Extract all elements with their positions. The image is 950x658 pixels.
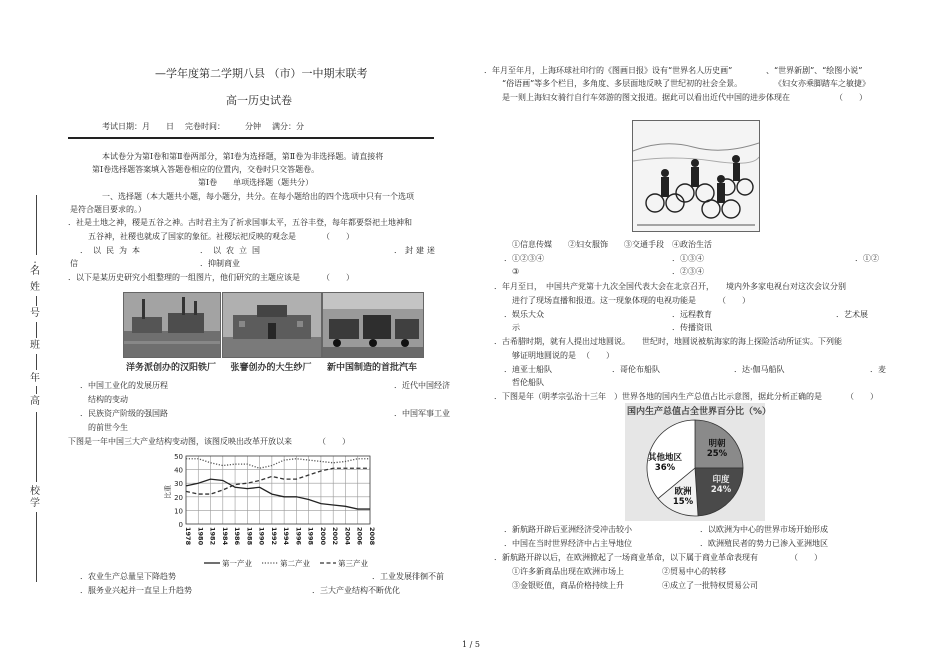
q3-option-c: ．服务业兴起并一直呈上升趋势 (80, 586, 192, 595)
q7-option-d: ．欧洲殖民者的势力已渗入亚洲地区 (700, 539, 828, 548)
q4-option-d: ．②③④ (672, 267, 704, 276)
x-tick-label: 1998 (306, 527, 315, 546)
q2-option-d-cont: 的前世今生 (88, 423, 128, 432)
x-tick-label: 1986 (233, 527, 242, 546)
margin-line-7 (36, 512, 37, 582)
side-char: : (33, 258, 37, 269)
q5-option-d: ．传播资讯 (672, 323, 712, 332)
q5-line-1: ．年月至日， 中国共产党第十九次全国代表大会在北京召开， 境内外多家电视台对这次会议分别 (494, 282, 846, 291)
y-tick-label: 50 (174, 453, 183, 461)
q2-option-b-cont: 结构的变动 (88, 395, 128, 404)
pie-label: 36% (654, 463, 676, 473)
pie-label: 明朝 (708, 439, 726, 449)
exam-subtitle: 高一历史试卷 (226, 94, 292, 107)
q8-option-1: ①许多新商品出现在欧洲市场上 (512, 567, 624, 576)
side-char: 高 (30, 396, 40, 407)
q5-option-b: ．远程教育 (672, 310, 712, 319)
q4-bracket: （ ） (835, 93, 867, 102)
exam-date: 考试日期：月 日 (102, 122, 174, 131)
y-tick-label: 0 (178, 521, 183, 529)
series-line (186, 468, 370, 494)
q3-bracket: （ ） (318, 437, 350, 446)
margin-line-4 (36, 354, 37, 370)
exam-title: —学年度第二学期八县 （市）一中期末联考 (155, 67, 368, 80)
q6-option-a: ．迪亚士船队 (504, 365, 552, 374)
q7-option-b: ．以欧洲为中心的世界市场开始形成 (700, 525, 828, 534)
margin-line-2 (36, 296, 37, 306)
q3-option-d: ．三大产业结构不断优化 (312, 586, 400, 595)
q4-option-a: ．①②③④ (504, 254, 544, 263)
q1-bracket: （ ） (322, 232, 354, 241)
y-axis-label: 比重 (164, 485, 172, 499)
x-tick-label: 1984 (220, 527, 229, 546)
q3-option-a: ．农业生产总量呈下降趋势 (80, 572, 176, 581)
page-number: 1 / 5 (462, 640, 480, 649)
x-tick-label: 1994 (282, 527, 291, 546)
q4-option-b: ．①③④ (672, 254, 704, 263)
q4-option-c: ．①② (855, 254, 879, 263)
q2-option-a: ．中国工业化的发展历程 (80, 381, 168, 390)
section-description-2: 是符合题目要求的。） (70, 205, 146, 214)
x-tick-label: 2008 (368, 527, 376, 546)
photo-dasheng-mill (222, 292, 322, 358)
x-tick-label: 2004 (343, 527, 352, 546)
q7-option-a: ．新航路开辟后亚洲经济受冲击较小 (504, 525, 632, 534)
x-tick-label: 2002 (331, 527, 340, 546)
q6-line-2: 够证明地圆说的是 (512, 351, 576, 360)
legend-label: 第一产业 (222, 559, 252, 568)
x-tick-label: 1988 (245, 527, 254, 546)
pie-label: 15% (672, 497, 694, 507)
q5-bracket: （ ） (718, 296, 750, 305)
q4-line-2b: 《妇女亦乘脚踏车之敏捷》 (774, 79, 870, 88)
side-char: 学 (30, 498, 40, 509)
q6-option-b: ．哥伦布船队 (612, 365, 660, 374)
side-char: 号 (30, 308, 40, 319)
q5-option-a: ．娱乐大众 (504, 310, 544, 319)
q3-option-b: ．工业发展徘徊不前 (372, 572, 444, 581)
q4-line-1b: 、“世界新剧”、“绘图小说” (766, 66, 863, 75)
x-tick-label: 1990 (257, 527, 266, 546)
q6-option-d: ．麦 (870, 365, 886, 374)
q5-option-c-cont: 示 (512, 323, 520, 332)
y-tick-label: 40 (174, 466, 183, 475)
q5-option-c: ．艺术展 (836, 310, 868, 319)
gdp-pie-title: 国内生产总值占全世界百分比（%） (627, 407, 772, 417)
q2-option-b: ．近代中国经济 (394, 381, 450, 390)
q4-line-2: “俗语画”等多个栏目，多角度、多层面地反映了世纪初的社会全景。 (502, 79, 743, 88)
margin-line-1 (36, 195, 37, 255)
q4-options-list: ①信息传媒 ②妇女服饰 ③交通手段 ④政治生活 (512, 240, 712, 249)
legend-label: 第三产业 (338, 559, 368, 568)
q4-line-3: 是一则上海妇女骑行自行车郊游的图文报道。据此可以看出近代中国的进步体现在 (502, 93, 790, 102)
plot-frame (186, 456, 370, 524)
illustration-women-cycling (632, 120, 760, 232)
x-tick-label: 2006 (355, 527, 364, 546)
photo-first-trucks (322, 292, 424, 358)
q2-option-d: ．中国军事工业 (394, 409, 450, 418)
pie-label: 印度 (712, 475, 730, 485)
instructions-line-1: 本试卷分为第Ⅰ卷和第Ⅱ卷两部分，第Ⅰ卷为选择题，第Ⅱ卷为非选择题。请直接将 (102, 152, 384, 161)
margin-line-5 (36, 386, 37, 394)
q7-bracket: （ ） (846, 392, 878, 401)
side-char: 校 (30, 486, 40, 497)
q1-option-c: ．封建迷 (394, 246, 438, 255)
q6-option-c: ．达·伽马船队 (734, 365, 785, 374)
q2-bracket: （ ） (322, 273, 354, 282)
photo-caption-1: 洋务派创办的汉阳铁厂 (125, 363, 216, 373)
x-tick-label: 1982 (208, 527, 217, 546)
series-line (186, 459, 370, 469)
x-tick-label: 1980 (196, 527, 205, 546)
y-tick-label: 30 (174, 480, 183, 489)
q5-line-2: 进行了现场直播和报道。这一现象体现的电视功能是 (512, 296, 696, 305)
q7-option-c: ．中国在当时世界经济中占主导地位 (504, 539, 632, 548)
y-tick-label: 20 (174, 493, 183, 502)
q1-option-d: ．抑制商业 (200, 259, 240, 268)
x-tick-label: 1978 (184, 527, 192, 546)
gdp-pie-chart (625, 416, 765, 521)
q2-stem: ．以下是某历史研究小组整理的一组图片，他们研究的主题应该是 (68, 273, 300, 282)
pie-label: 欧洲 (674, 487, 692, 497)
q6-bracket: （ ） (582, 351, 614, 360)
margin-line-3 (36, 322, 37, 338)
margin-line-6 (36, 412, 37, 482)
y-tick-label: 10 (174, 507, 183, 516)
photo-hanyang-ironworks (123, 292, 221, 358)
q1-option-c-cont: 信 (70, 259, 78, 268)
q8-stem: ．新航路开辟以后，在欧洲掀起了一场商业革命，以下属于商业革命表现有 (494, 553, 758, 562)
header-rule (68, 137, 434, 139)
q8-option-4: ④成立了一批特权贸易公司 (662, 581, 758, 590)
q6-option-d-cont: 哲伦船队 (512, 378, 544, 387)
exam-full-score: 满分：分 (272, 122, 304, 131)
q1-stem-2: 五谷神，社稷也就成了国家的象征。社稷坛祀反映的观念是 (88, 232, 296, 241)
side-char: 姓 (30, 282, 40, 293)
industry-structure-chart (160, 450, 380, 572)
q1-option-a: ．以民为本 (80, 246, 145, 255)
q1-option-b: ．以农立国 (200, 246, 265, 255)
pie-label: 24% (710, 485, 732, 495)
side-char: 年 (30, 373, 40, 384)
legend-label: 第二产业 (280, 559, 310, 568)
q4-line-1: ．年月至年月，上海环球社印行的《图画日报》设有“世界名人历史画” (484, 66, 733, 75)
photo-caption-2: 张謇创办的大生纱厂 (230, 363, 312, 373)
instructions-line-2: 第Ⅰ卷选择题答案填入答题卷相应的位置内，交卷时只交答题卷。 (92, 165, 320, 174)
q1-stem: ．社是土地之神，稷是五谷之神。古时君主为了祈求国事太平，五谷丰登，每年都要祭祀土地神和 (68, 218, 412, 227)
x-tick-label: 1992 (269, 527, 278, 546)
x-tick-label: 1996 (294, 527, 303, 546)
q8-option-2: ②贸易中心的转移 (662, 567, 726, 576)
x-tick-label: 2000 (318, 527, 327, 546)
q2-option-c: ．民族资产阶级的强国路 (80, 409, 168, 418)
side-char: 班 (30, 340, 40, 351)
q8-option-3: ③金银贬值，商品价格持续上升 (512, 581, 624, 590)
q6-line-1: ．古希腊时期，就有人提出过地圆说。 世纪时，地圆说被航海家的海上探险活动所证实。下列能 (494, 337, 842, 346)
exam-duration: 完卷时间： 分钟 (185, 122, 261, 131)
q4-option-c-cont: ③ (512, 267, 520, 276)
photo-caption-3: 新中国制造的首批汽车 (326, 363, 417, 373)
q3-stem: 下图是一年中国三大产业结构变动图，该图反映出改革开放以来 (68, 437, 292, 446)
section-description-1: 一、选择题（本大题共小题，每小题分，共分。在每小题给出的四个选项中只有一个选项 (102, 192, 414, 201)
pie-label: 25% (706, 449, 728, 459)
q8-bracket: （ ） (790, 553, 822, 562)
q7-stem: ．下图是年（明孝宗弘治十三年 ）世界各地的国内生产总值占比示意图，据此分析正确的是 (494, 392, 822, 401)
pie-label: 其他地区 (647, 453, 683, 463)
side-char: 名 (30, 266, 40, 277)
section-heading: 第Ⅰ卷 单项选择题（题共分） (198, 178, 314, 187)
series-line (186, 479, 370, 509)
